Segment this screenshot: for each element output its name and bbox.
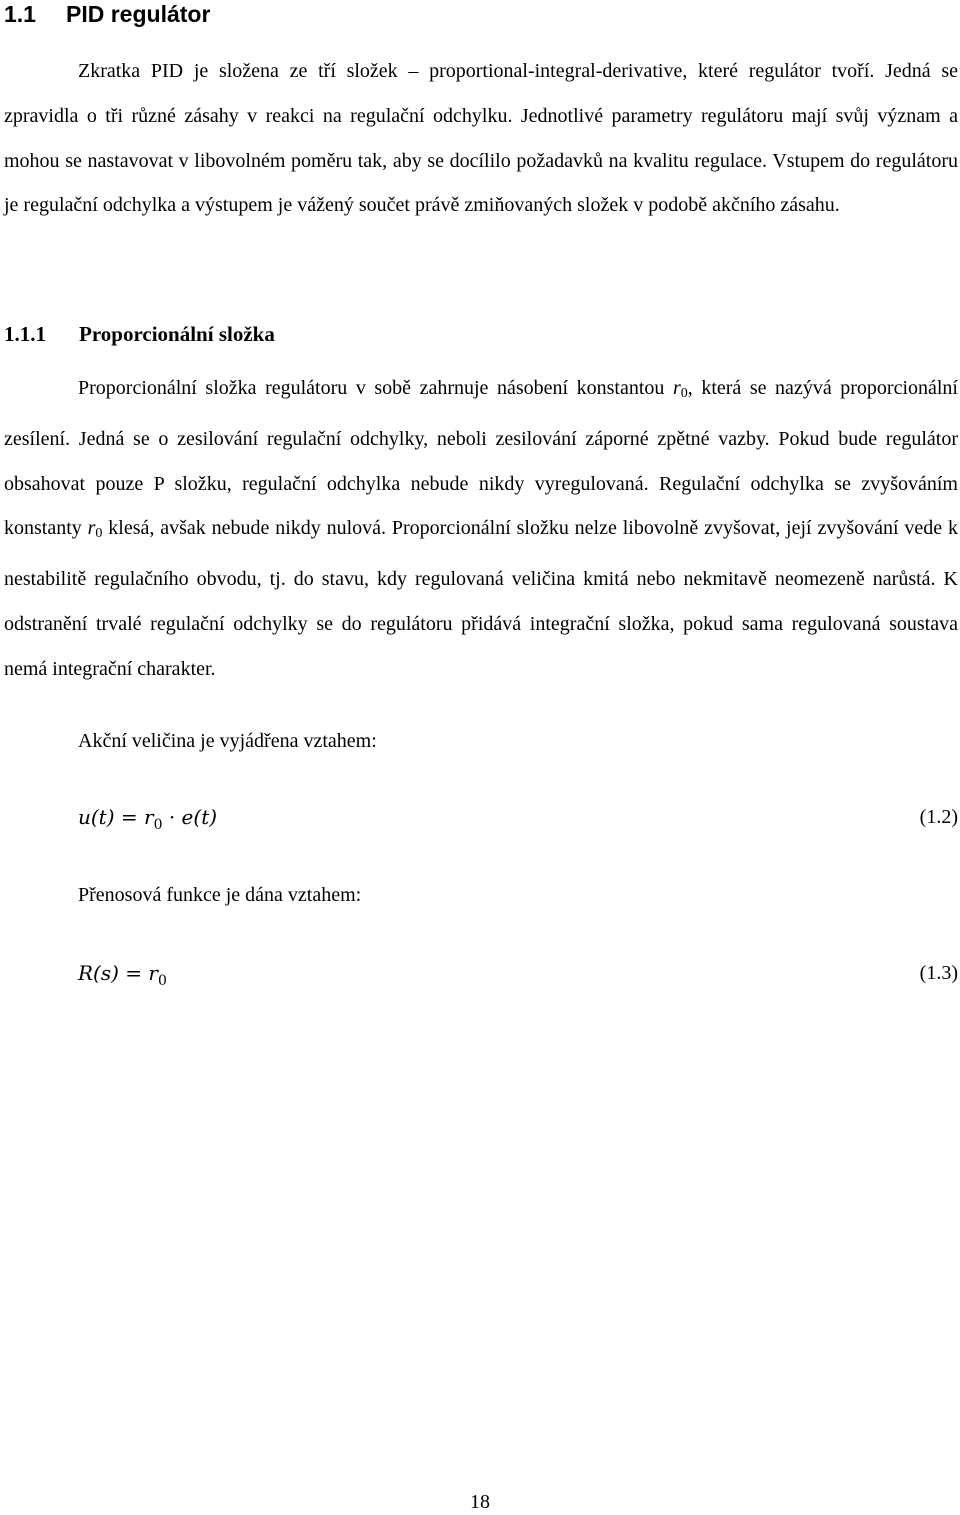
paragraph-text-2: , která se nazývá proporcionální zesílení. Jedná se o zesilování regulační odchylky, neboli zesilování záporné zpětné vazby. Pokud bude regulátor obsahovat pouze P složku, regulační odchylka nebude nikdy vyregulovaná. Regulační odchylka se zvyšováním konstanty: [4, 377, 958, 540]
section-paragraph: Zkratka PID je složena ze tří složek – proportional-integral-derivative, které regulátor tvoří. Jedná se zpravidla o tři různé zásahy v reakci na regulační odchylku. Jednotlivé parametry regulátoru mají svůj význam a mohou se nastavovat v libovolném poměru tak, aby se docílilo požadavků na kvalitu regulace. Vstupem do regulátoru je regulační odchylka a výstupem je vážený součet právě zmiňovaných složek v podobě akčního zásahu.: [4, 60, 958, 217]
equation-1-subscript: 0: [153, 817, 163, 833]
equation-2: [78, 959, 167, 995]
symbol-r0: r: [672, 377, 681, 399]
subsection-heading: [4, 320, 275, 348]
subsection-number: 1.1.1: [4, 322, 46, 346]
paragraph-text-1: Proporcionální složka regulátoru v sobě zahrnuje násobení konstantou: [78, 377, 673, 399]
section-number: 1.1: [4, 1, 36, 27]
equation-1-number: (1.2): [919, 806, 958, 828]
paragraph-text-3: klesá, avšak nebude nikdy nulová. Proporcionální složku nelze libovolně zvyšovat, její zvyšování vede k nestabilitě regulačního obvodu, tj. do stavu, kdy regulovaná veličina kmitá nebo nekmitavě neomezeně narůstá. K odstranění trvalé regulační odchylky se do regulátoru přidává integrační složka, pokud sama regulovaná soustava nemá integrační charakter.: [4, 517, 958, 680]
subscript-zero-second: 0: [95, 526, 103, 542]
equation-1: [78, 803, 217, 839]
equation-1-rhs: · e(t): [162, 805, 218, 829]
equation-intro-2: Přenosová funkce je dána vztahem:: [78, 884, 362, 906]
equation-1-lhs: u(t) = r: [78, 805, 154, 829]
equation-2-number: (1.3): [919, 962, 958, 984]
equation-2-subscript: 0: [157, 973, 167, 989]
subsection-paragraph: [4, 366, 958, 692]
equation-intro-1: Akční veličina je vyjádřena vztahem:: [78, 730, 377, 752]
symbol-r0-second: r: [87, 517, 96, 540]
section-title: PID regulátor: [66, 1, 211, 27]
section-heading: [4, 0, 210, 28]
subscript-zero: 0: [680, 386, 688, 401]
page-number: 18: [470, 1491, 490, 1513]
equation-2-lhs: R(s) = r: [78, 961, 158, 985]
subsection-title: Proporcionální složka: [79, 322, 275, 346]
